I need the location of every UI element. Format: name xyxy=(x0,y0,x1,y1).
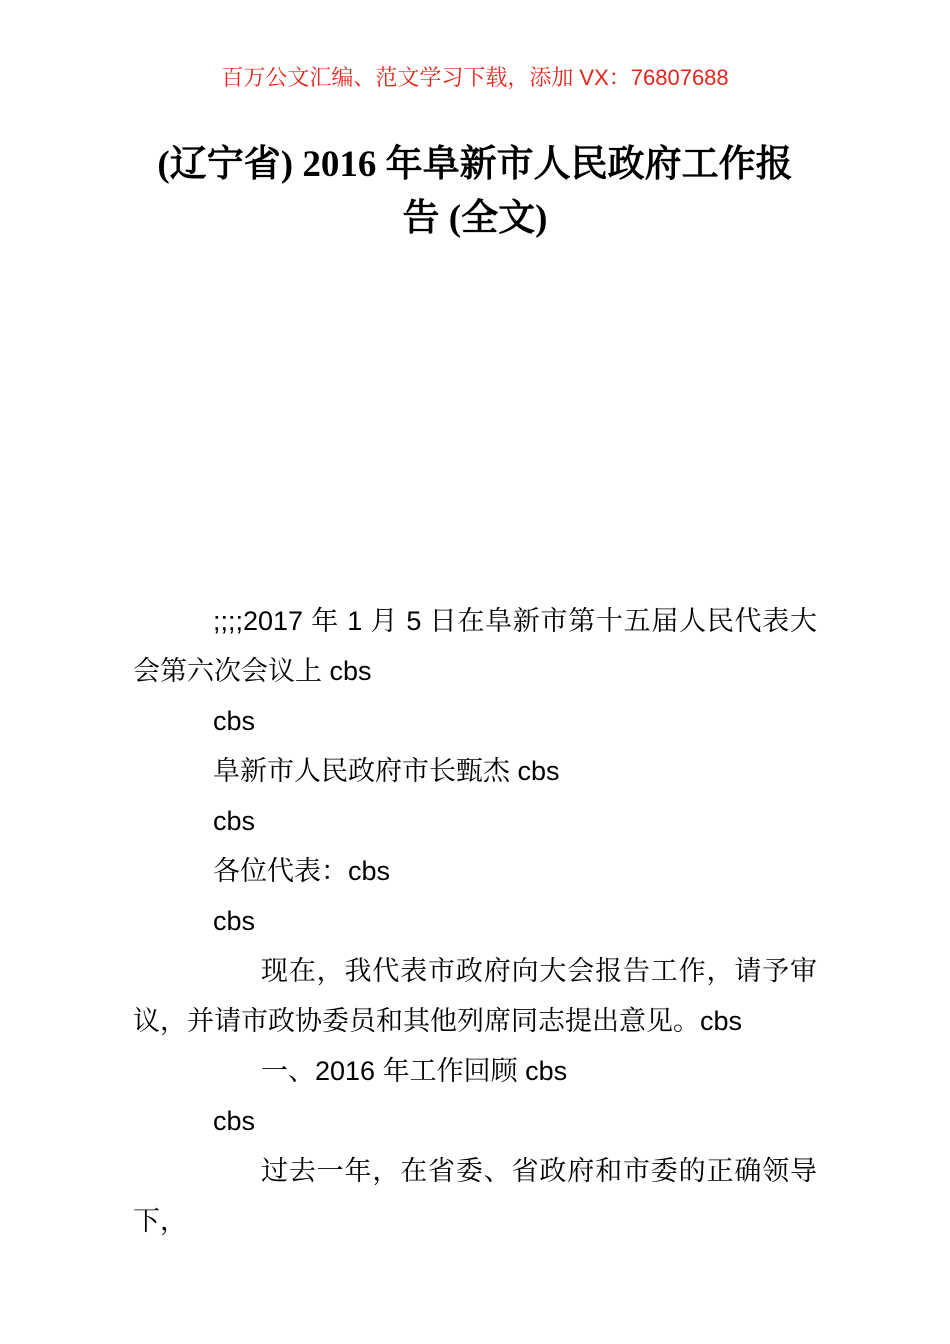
title-line-2: 告 (全文) xyxy=(402,198,548,239)
paragraph: ;;;;2017 年 1 月 5 日在阜新市第十五届人民代表大会第六次会议上 cbs xyxy=(133,606,817,686)
paragraph: cbs xyxy=(213,806,256,836)
paragraph: 阜新市人民政府市长甄杰 cbs xyxy=(213,756,560,786)
document-body xyxy=(133,596,817,1246)
paragraph: 各位代表：cbs xyxy=(213,856,391,886)
paragraph: 现在，我代表市政府向大会报告工作，请予审议，并请市政协委员和其他列席同志提出意见。cbs xyxy=(133,956,817,1036)
paragraph: 过去一年，在省委、省政府和市委的正确领导下， xyxy=(133,1156,817,1236)
document-title xyxy=(100,138,850,246)
paragraph: cbs xyxy=(213,906,256,936)
title-line-1: (辽宁省) 2016 年阜新市人民政府工作报 xyxy=(157,144,793,185)
paragraph: cbs xyxy=(213,706,256,736)
paragraph: 一、2016 年工作回顾 cbs xyxy=(261,1056,568,1086)
promo-text: 百万公文汇编、范文学习下载，添加 VX：76807688 xyxy=(221,65,729,90)
promo-banner xyxy=(0,62,950,94)
paragraph: cbs xyxy=(213,1106,256,1136)
